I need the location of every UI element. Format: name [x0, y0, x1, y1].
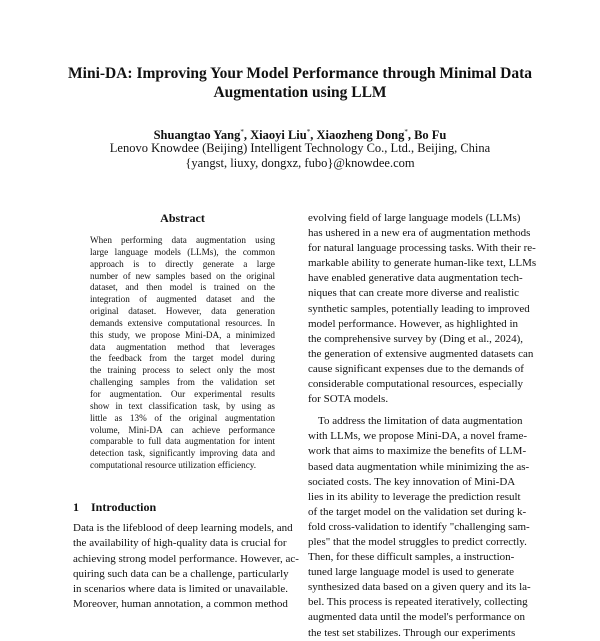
text-line: with LLMs, we propose Mini-DA, a novel frame- [308, 430, 528, 443]
text-line: demands extensive computational resources. In [90, 317, 275, 328]
text-line: the availability of high-quality data is crucial for [73, 537, 287, 550]
paragraph [308, 414, 530, 640]
text-line: detection task, significantly improving data and [90, 448, 275, 459]
affiliation: Lenovo Knowdee (Beijing) Intelligent Technology Co., Ltd., Beijing, China [109, 141, 491, 155]
text-line: has ushered in a new era of augmentation methods [308, 227, 531, 240]
text-line: To address the limitation of data augmentation [318, 415, 523, 428]
text-line: model performance. However, as highlighted in [308, 317, 519, 330]
text-line: little as 13% of the original augmentation [90, 412, 275, 423]
text-line: cause significant expenses due to the demands of [308, 362, 524, 375]
text-line: show in text classification task, by using as [90, 400, 275, 411]
text-line: the generation of extensive augmented datasets can [308, 347, 534, 360]
text-line: for augmentation. Our experimental results [90, 388, 275, 399]
text-line: the comprehensive survey by (Ding et al., 2024), [308, 332, 524, 345]
text-line: Moreover, human annotation, a common method [73, 598, 288, 611]
text-line: Then, for these difficult samples, a instruction- [308, 551, 515, 564]
text-line: markable ability to generate human-like text, LLMs [308, 257, 537, 270]
text-line: dataset, and then model is trained on the [90, 282, 275, 293]
text-line: have enabled generative data augmentation tech- [308, 272, 523, 285]
title-line: Mini-DA: Improving Your Model Performance through Minimal Data [68, 65, 532, 82]
text-line: based data augmentation while minimizing the as- [308, 460, 530, 473]
author-mark: * [404, 128, 408, 136]
section-heading [73, 500, 293, 514]
text-line: lies in its ability to leverage the prediction result [308, 490, 521, 503]
text-line: integration of augmented dataset and the [90, 294, 275, 305]
paper-title [40, 64, 560, 102]
section-number: 1 [73, 500, 79, 514]
text-line: achieving strong model performance. However, ac- [73, 552, 299, 565]
text-line: the test set stabilizes. Through our experiments [308, 626, 516, 639]
text-line: of the target model on the validation set during k- [308, 505, 527, 518]
text-line: synthesized data based on a given query and its la- [308, 581, 531, 594]
text-line: the training process to select only the most [90, 365, 275, 376]
text-line: quiring such data can be a challenge, particularly [73, 567, 289, 580]
text-line: evolving field of large language models (LLMs) [308, 212, 521, 224]
text-line: for natural language processing tasks. With their re- [308, 242, 536, 255]
title-line: Augmentation using LLM [213, 84, 387, 101]
text-line: data augmentation method that leverages [90, 341, 275, 352]
text-line: sociated costs. The key innovation of Mini-DA [308, 475, 516, 488]
text-line: Data is the lifeblood of deep learning models, and [73, 522, 293, 534]
text-line: work that aims to maximize the benefits of LLM- [308, 445, 527, 458]
abstract-heading: Abstract [160, 211, 205, 225]
text-line: augmented data until the model's performance on [308, 611, 526, 624]
text-line: ples" that the model struggles to predict correctly. [308, 535, 527, 548]
text-line: bel. This process is repeated iteratively, collecting [308, 596, 528, 609]
author-name: Xiaoyi Liu [250, 128, 307, 143]
text-line: niques that can create more diverse and realistic [308, 287, 520, 300]
text-line: the feedback from the target model during [90, 353, 275, 364]
author-name: Bo Fu [414, 128, 447, 143]
text-line: number of new samples based on the original [90, 270, 275, 281]
text-line: large language models (LLMs), the common [90, 246, 275, 257]
author-name: Xiaozheng Dong [316, 128, 405, 143]
abstract-body [90, 235, 275, 472]
text-line: challenging samples from the validation set [90, 377, 275, 388]
text-line: for SOTA models. [308, 393, 389, 406]
introduction-body [73, 521, 299, 611]
author-name: Shuangtao Yang [153, 128, 241, 143]
text-line: approach is to directly generate a large [90, 258, 275, 269]
text-line: this study, we propose Mini-DA, a minimized [90, 329, 275, 340]
author-mark: * [306, 128, 311, 136]
right-column [308, 211, 537, 639]
section-title: Introduction [91, 500, 157, 514]
text-line: in scenarios where data is limited or unavailable. [73, 583, 289, 596]
text-line: original dataset. However, data generation [90, 306, 275, 317]
author-list: Shuangtao Yang*, Xiaoyi Liu*, Xiaozheng Dong*, Bo Fu [153, 128, 447, 143]
paragraph [308, 211, 537, 407]
text-line: comparable to full data augmentation for intent [90, 436, 275, 447]
text-line: considerable computational resources, especially [308, 378, 524, 391]
text-line: synthetic samples, potentially leading to improved [308, 302, 530, 315]
text-line: fold cross-validation to identify "challenging sam- [308, 520, 530, 533]
text-line: computational resource utilization efficiency. [90, 460, 257, 471]
text-line: volume, Mini-DA can achieve performance [90, 424, 275, 435]
text-line: tuned large language model is used to generate [308, 566, 514, 579]
author-emails: {yangst, liuxy, dongxz, fubo}@knowdee.com [185, 156, 415, 170]
text-line: When performing data augmentation using [90, 235, 275, 245]
author-mark: * [240, 128, 244, 136]
